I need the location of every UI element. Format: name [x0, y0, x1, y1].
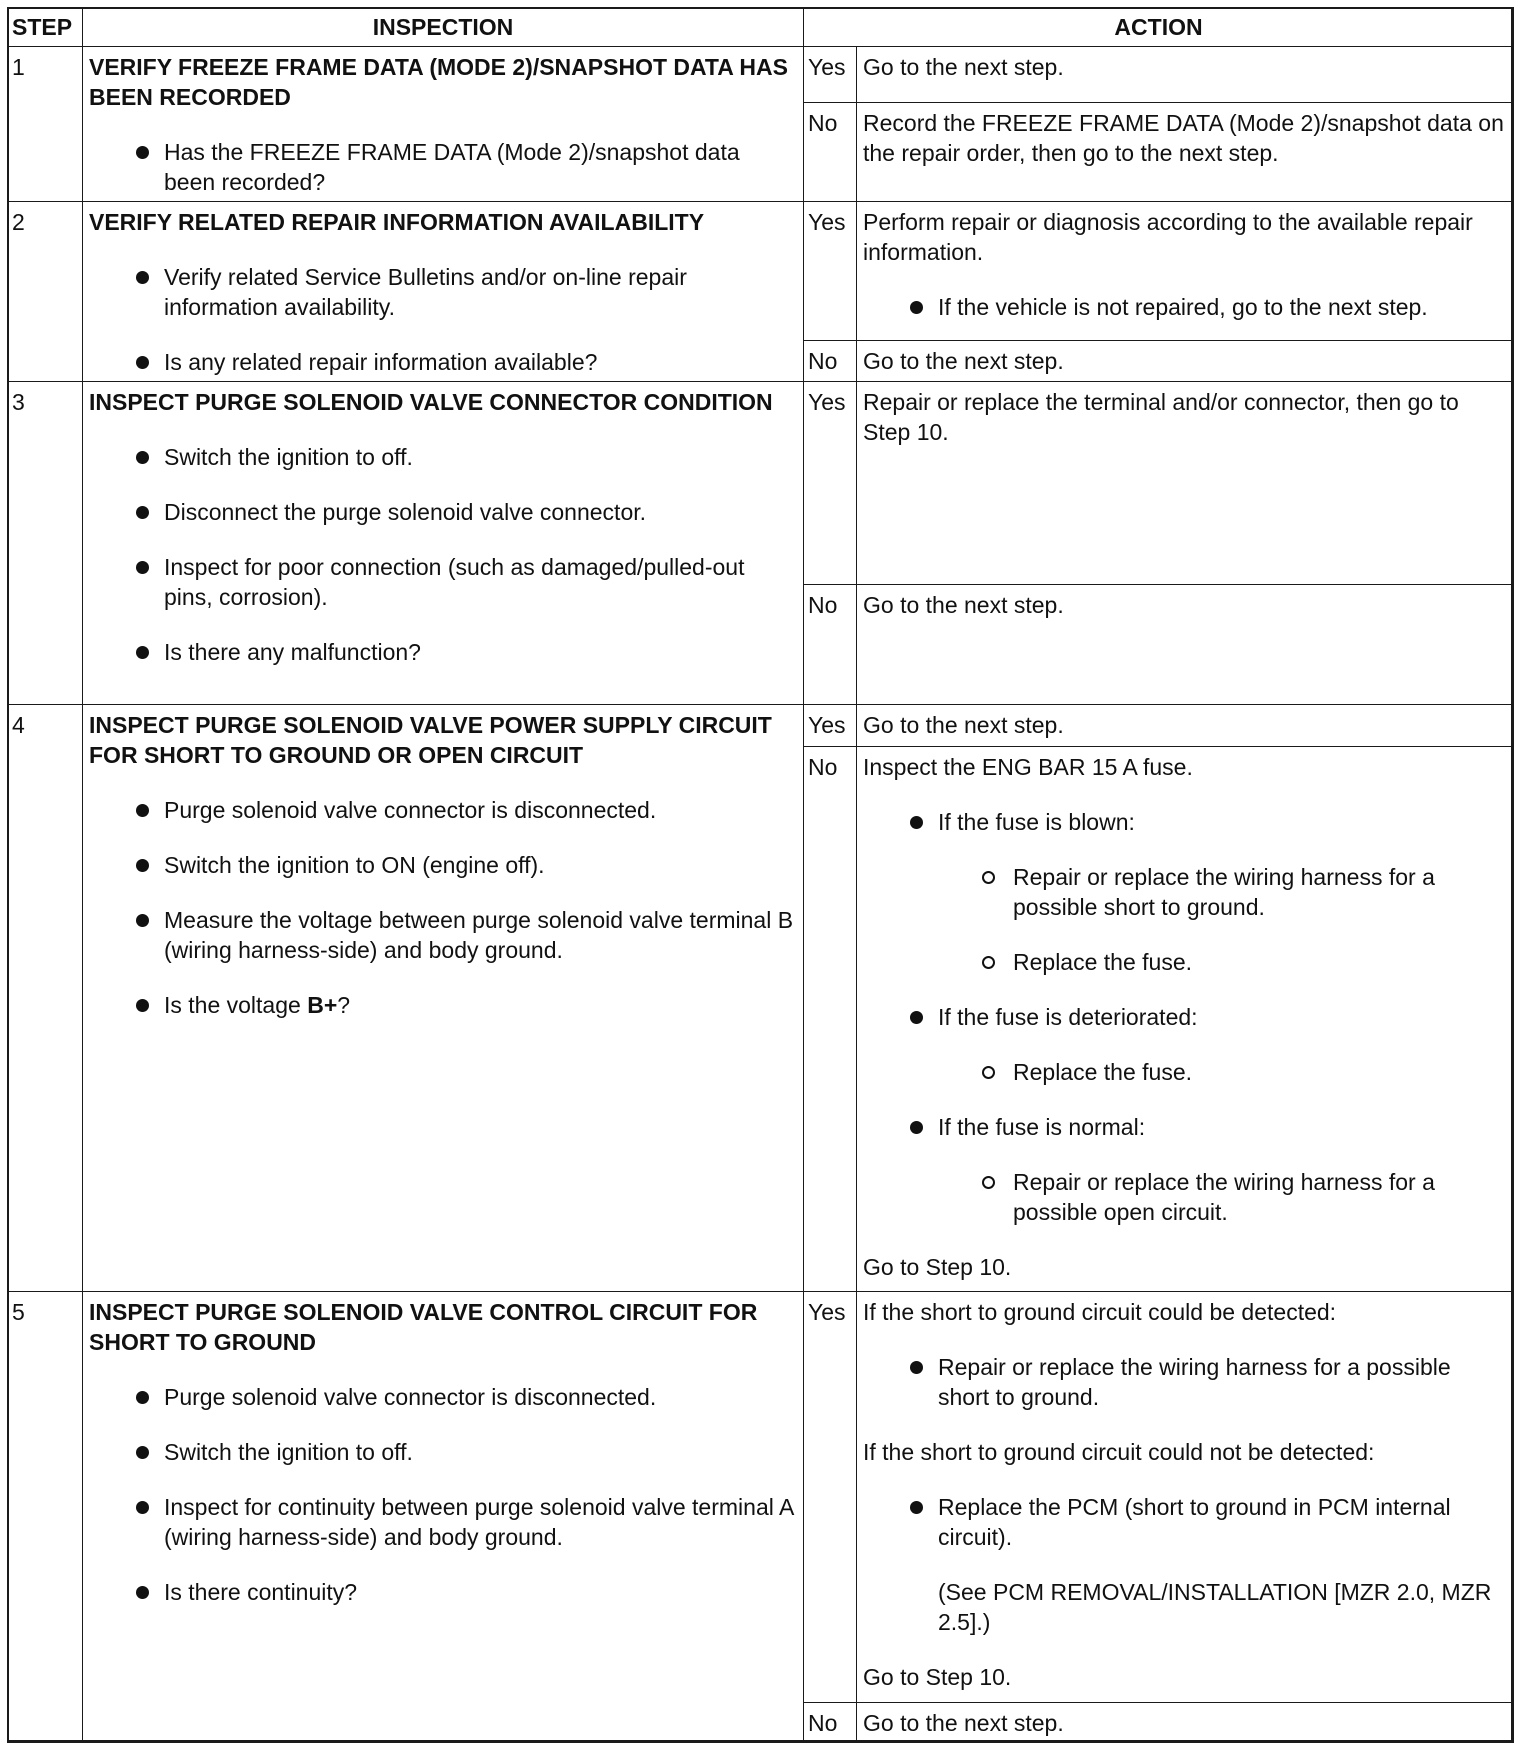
step-4-no-item-2-text: If the fuse is deteriorated:: [938, 1004, 1198, 1030]
step-4-bullet-1: Purge solenoid valve connector is disconnected.: [89, 795, 797, 825]
step-5-yes-bullet-2: [863, 1492, 1507, 1637]
step-4-no-item-3: [863, 1112, 1507, 1227]
step-2-yes-text: Perform repair or diagnosis according to the available repair information.: [863, 209, 1473, 265]
step-3-title: INSPECT PURGE SOLENOID VALVE CONNECTOR CONDITION: [89, 389, 773, 415]
step-5-bullets: [89, 1382, 797, 1607]
step-1-no-action: Record the FREEZE FRAME DATA (Mode 2)/snapshot data on the repair order, then go to the next step.: [857, 103, 1514, 202]
step-2-no-action: Go to the next step.: [857, 340, 1514, 381]
step-5-yes-bullets-2: [863, 1492, 1507, 1637]
step-1-inspection: [83, 47, 804, 202]
step-5-title: INSPECT PURGE SOLENOID VALVE CONTROL CIRCUIT FOR SHORT TO GROUND: [89, 1299, 758, 1355]
step-3-bullet-2: Disconnect the purge solenoid valve connector.: [89, 497, 797, 527]
step-5-no-action: Go to the next step.: [857, 1703, 1514, 1743]
step-3-inspection: [83, 382, 804, 705]
step-5-bullet-3: Inspect for continuity between purge solenoid valve terminal A (wiring harness-side) and body ground.: [89, 1492, 797, 1552]
step-4-no-footer: Go to Step 10.: [863, 1254, 1012, 1280]
step-4-no-item-3-sub: [938, 1167, 1507, 1227]
step-4-bullet-4-pre: Is the voltage: [164, 992, 308, 1018]
header-row: [8, 8, 1514, 47]
step-4-no-text: Inspect the ENG BAR 15 A fuse.: [863, 754, 1193, 780]
step-2-bullets: [89, 262, 797, 377]
step-3-bullets: [89, 442, 797, 667]
step-4-no-item-1-text: If the fuse is blown:: [938, 809, 1135, 835]
diagnostic-procedure-page: [7, 7, 1513, 1742]
step-3-bullet-1: Switch the ignition to off.: [89, 442, 797, 472]
step-4-no-item-2: [863, 1002, 1507, 1087]
step-5-yes-note: (See PCM REMOVAL/INSTALLATION [MZR 2.0, MZR 2.5].): [938, 1579, 1492, 1635]
step-4-title: INSPECT PURGE SOLENOID VALVE POWER SUPPLY CIRCUIT FOR SHORT TO GROUND OR OPEN CIRCUIT: [89, 712, 772, 768]
step-4-bullet-4: [89, 990, 797, 1020]
step-4-number: 4: [8, 705, 83, 1292]
step-4-no-item-3-sub-1: Repair or replace the wiring harness for a possible open circuit.: [938, 1167, 1507, 1227]
step-1-no-label: No: [804, 103, 857, 202]
step-2-yes-row: [8, 202, 1514, 341]
step-5-number: 5: [8, 1292, 83, 1743]
step-4-no-action: [857, 747, 1514, 1292]
step-3-number: 3: [8, 382, 83, 705]
step-4-no-items: [863, 807, 1507, 1227]
step-3-bullet-3: Inspect for poor connection (such as damaged/pulled-out pins, corrosion).: [89, 552, 797, 612]
step-4-no-item-3-text: If the fuse is normal:: [938, 1114, 1146, 1140]
step-3-no-action: Go to the next step.: [857, 585, 1514, 705]
step-4-inspection: [83, 705, 804, 1292]
step-5-yes-p2: If the short to ground circuit could not be detected:: [863, 1439, 1375, 1465]
step-4-bullet-2: Switch the ignition to ON (engine off).: [89, 850, 797, 880]
step-2-yes-bullet-1: If the vehicle is not repaired, go to the next step.: [863, 292, 1507, 322]
step-5-yes-bullet-2-text: Replace the PCM (short to ground in PCM internal circuit).: [938, 1494, 1451, 1550]
step-4-no-item-2-sub: [938, 1057, 1507, 1087]
step-5-inspection: [83, 1292, 804, 1743]
step-5-yes-action: [857, 1292, 1514, 1703]
step-3-bullet-4: Is there any malfunction?: [89, 637, 797, 667]
step-4-yes-row: [8, 705, 1514, 747]
step-3-yes-action: Repair or replace the terminal and/or connector, then go to Step 10.: [857, 382, 1514, 585]
step-5-yes-bullets-1: [863, 1352, 1507, 1412]
step-2-title: VERIFY RELATED REPAIR INFORMATION AVAILABILITY: [89, 209, 705, 235]
step-1-yes-label: Yes: [804, 47, 857, 103]
step-5-no-label: No: [804, 1703, 857, 1743]
step-2-bullet-2: Is any related repair information available?: [89, 347, 797, 377]
step-3-yes-label: Yes: [804, 382, 857, 585]
step-2-inspection: [83, 202, 804, 382]
step-2-no-label: No: [804, 340, 857, 381]
header-action: ACTION: [804, 8, 1514, 47]
step-4-no-item-1: [863, 807, 1507, 977]
step-4-yes-action: Go to the next step.: [857, 705, 1514, 747]
step-5-yes-p1: If the short to ground circuit could be detected:: [863, 1299, 1337, 1325]
step-5-yes-row: [8, 1292, 1514, 1703]
step-5-yes-label: Yes: [804, 1292, 857, 1703]
step-4-no-item-1-sub-1: Repair or replace the wiring harness for a possible short to ground.: [938, 862, 1507, 922]
step-1-yes-action: Go to the next step.: [857, 47, 1514, 103]
header-inspection: INSPECTION: [83, 8, 804, 47]
step-4-bullet-4-post: ?: [337, 992, 351, 1018]
step-4-no-item-2-sub-1: Replace the fuse.: [938, 1057, 1507, 1087]
step-5-bullet-1: Purge solenoid valve connector is disconnected.: [89, 1382, 797, 1412]
step-4-bullet-3: Measure the voltage between purge solenoid valve terminal B (wiring harness-side) and body ground.: [89, 905, 797, 965]
step-3-yes-row: [8, 382, 1514, 585]
step-2-yes-label: Yes: [804, 202, 857, 341]
diagnostic-table: [7, 7, 1514, 1743]
step-5-bullet-2: Switch the ignition to off.: [89, 1437, 797, 1467]
step-4-bullet-4-bold: B+: [307, 992, 338, 1018]
step-5-bullet-4: Is there continuity?: [89, 1577, 797, 1607]
step-1-yes-row: [8, 47, 1514, 103]
step-4-yes-label: Yes: [804, 705, 857, 747]
step-2-number: 2: [8, 202, 83, 382]
header-step: STEP: [8, 8, 83, 47]
step-1-title: VERIFY FREEZE FRAME DATA (MODE 2)/SNAPSHOT DATA HAS BEEN RECORDED: [89, 54, 788, 110]
step-2-yes-bullets: [863, 292, 1507, 322]
step-1-number: 1: [8, 47, 83, 202]
step-5-yes-bullet-1: Repair or replace the wiring harness for a possible short to ground.: [863, 1352, 1507, 1412]
step-5-yes-footer: Go to Step 10.: [863, 1664, 1012, 1690]
step-1-bullet-1: Has the FREEZE FRAME DATA (Mode 2)/snapshot data been recorded?: [89, 137, 797, 197]
step-1-bullets: [89, 137, 797, 197]
step-4-no-item-1-sub-2: Replace the fuse.: [938, 947, 1507, 977]
step-2-yes-action: [857, 202, 1514, 341]
step-4-bullets: [89, 795, 797, 1020]
step-2-bullet-1: Verify related Service Bulletins and/or on-line repair information availability.: [89, 262, 797, 322]
step-4-no-label: No: [804, 747, 857, 1292]
step-4-no-item-1-sub: [938, 862, 1507, 977]
step-3-no-label: No: [804, 585, 857, 705]
